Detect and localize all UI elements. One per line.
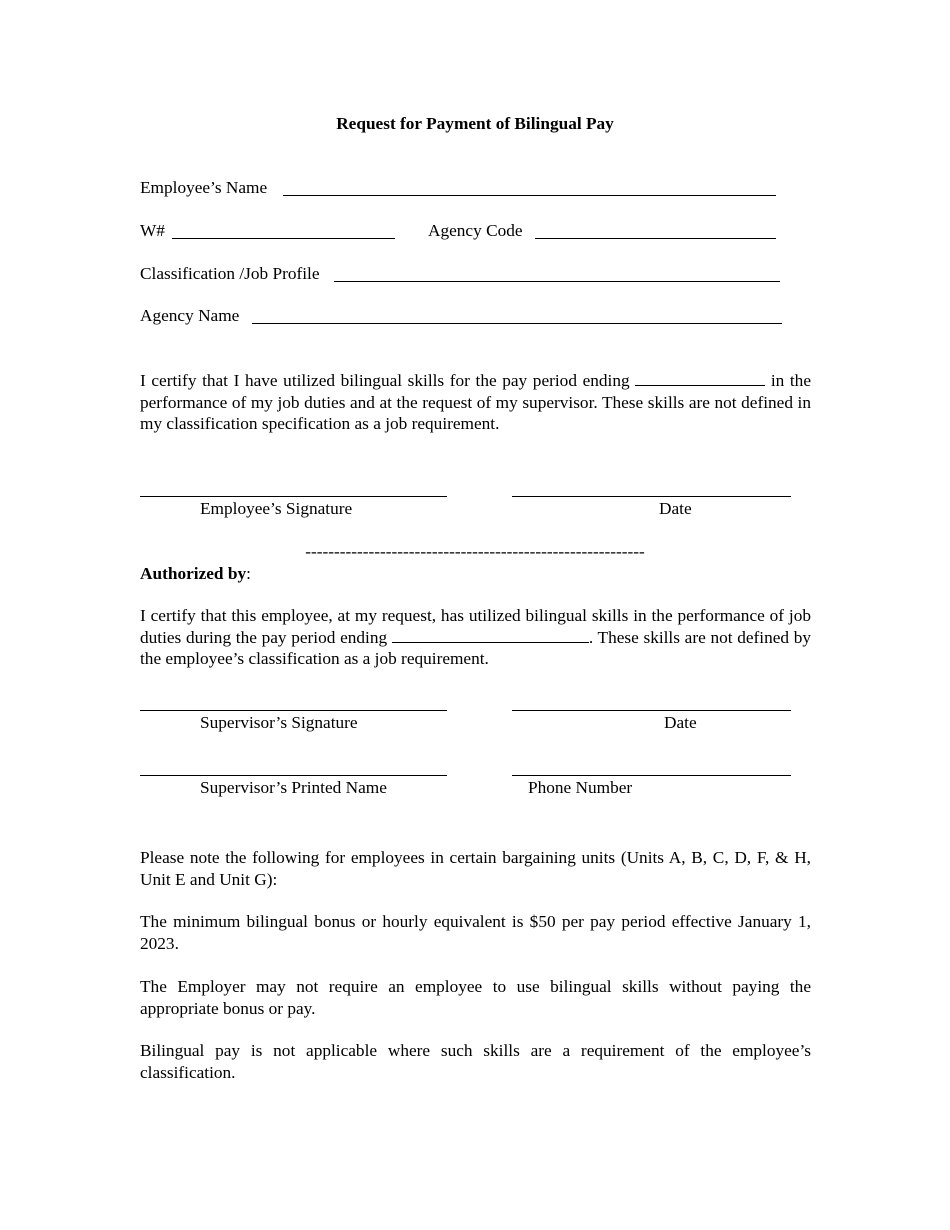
notes-not-applicable: Bilingual pay is not applicable where such skills are a requirement of the employee’s classification.	[140, 1041, 811, 1082]
w-number-field[interactable]	[172, 238, 395, 239]
classification-label: Classification /Job Profile	[140, 264, 320, 283]
employee-cert-part1: I certify that I have utilized bilingual skills for the pay period ending	[140, 371, 630, 390]
classification-field[interactable]	[334, 281, 780, 282]
supervisor-pay-period-field[interactable]	[392, 628, 589, 643]
employee-date-label: Date	[659, 499, 692, 518]
form-title: Request for Payment of Bilingual Pay	[336, 114, 614, 133]
agency-code-label: Agency Code	[428, 221, 523, 240]
supervisor-printed-name-line[interactable]	[140, 775, 447, 776]
notes-intro: Please note the following for employees in certain bargaining units (Units A, B, C, D, F, & H, Unit E and Unit G):	[140, 848, 811, 889]
employee-signature-line[interactable]	[140, 496, 447, 497]
employee-name-field[interactable]	[283, 195, 776, 196]
agency-name-label: Agency Name	[140, 306, 240, 325]
section-divider: -----------------------------------------------------------	[305, 542, 645, 561]
phone-number-label: Phone Number	[528, 778, 633, 797]
employee-certification	[140, 370, 811, 435]
agency-code-field[interactable]	[535, 238, 776, 239]
agency-name-field[interactable]	[252, 323, 782, 324]
phone-number-line[interactable]	[512, 775, 791, 776]
authorized-by-colon: :	[246, 564, 251, 583]
notes-minimum-bonus: The minimum bilingual bonus or hourly equivalent is $50 per pay period effective January 1, 2023.	[140, 912, 811, 953]
w-number-label: W#	[140, 221, 165, 240]
supervisor-printed-name-label: Supervisor’s Printed Name	[200, 778, 387, 797]
employee-signature-label: Employee’s Signature	[200, 499, 353, 518]
supervisor-cert-part1: I certify that this employee, at my request, has utilized bilingual skills in the performance of job duties during the pay period ending	[140, 606, 811, 647]
supervisor-signature-label: Supervisor’s Signature	[200, 713, 358, 732]
supervisor-date-label: Date	[664, 713, 697, 732]
authorized-by-label: Authorized by	[140, 564, 247, 583]
supervisor-date-line[interactable]	[512, 710, 791, 711]
supervisor-cert-part2: . These skills are not defined by the employee’s classification as a job requirement.	[140, 627, 812, 668]
employee-name-label: Employee’s Name	[140, 178, 268, 197]
authorized-by-heading	[140, 563, 251, 584]
notes-employer-rule: The Employer may not require an employee to use bilingual skills without paying the appropriate bonus or pay.	[140, 977, 811, 1018]
pay-period-end-field[interactable]	[635, 371, 765, 386]
supervisor-signature-line[interactable]	[140, 710, 447, 711]
employee-cert-part2: in the performance of my job duties and at the request of my supervisor. These skills are not defined in my classification specification as a job requirement.	[140, 371, 811, 433]
supervisor-certification	[140, 605, 811, 670]
employee-date-line[interactable]	[512, 496, 791, 497]
